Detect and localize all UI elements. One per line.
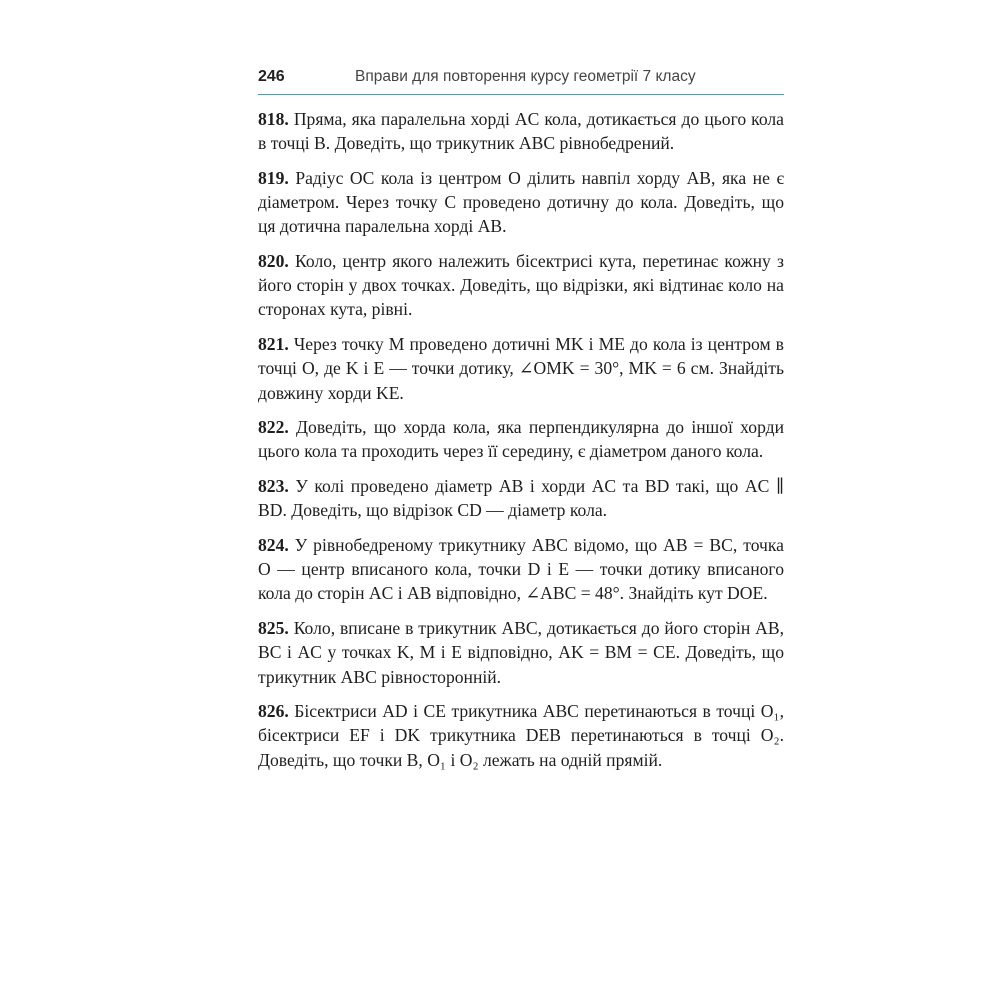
exercise-number: 824. — [258, 535, 289, 556]
exercise-818 — [258, 107, 784, 155]
exercise-819 — [258, 166, 784, 239]
exercise-number: 823. — [258, 476, 289, 497]
exercise-820 — [258, 249, 784, 322]
exercise-text: Коло, центр якого належить бісектрисі кута, перетинає кожну з його сторін у двох точках. Доведіть, що відрізки, які відтинає коло на сторонах кута, рівні. — [258, 251, 784, 320]
exercise-text: У колі проведено діаметр AB і хорди AC та BD такі, що AC ∥ BD. Доведіть, що відрізок CD — діаметр кола. — [258, 476, 784, 521]
exercise-821 — [258, 332, 784, 405]
exercise-list — [258, 107, 784, 772]
exercise-number: 821. — [258, 334, 289, 355]
textbook-page — [258, 58, 784, 782]
exercise-number: 819. — [258, 167, 289, 188]
exercise-text: Доведіть, що хорда кола, яка перпендикулярна до іншої хорди цього кола та проходить через її середину, є діаметром даного кола. — [258, 417, 784, 462]
exercise-825 — [258, 616, 784, 689]
exercise-text: Бісектриси AD і CE трикутника ABC перетинаються в точці O₁, бісектриси EF і DK трикутника DEB перетинаються в точці O₂. Доведіть, що точки B, O₁ і O₂ лежать на одній прямій. — [258, 701, 784, 770]
exercise-822 — [258, 415, 784, 463]
page-header — [258, 58, 784, 95]
exercise-number: 822. — [258, 417, 289, 438]
exercise-text: Через точку M проведено дотичні MK і ME до кола із центром в точці O, де K і E — точки дотику, ∠OMK = 30°, MK = 6 см. Знайдіть довжину хорди KE. — [258, 334, 784, 403]
exercise-text: Пряма, яка паралельна хорді AC кола, дотикається до цього кола в точці B. Доведіть, що трикутник ABC рівнобедрений. — [258, 109, 784, 154]
exercise-number: 825. — [258, 618, 289, 639]
exercise-text: Коло, вписане в трикутник ABC, дотикається до його сторін AB, BC і AC у точках K, M і E відповідно, AK = BM = CE. Доведіть, що трикутник ABC рівносторонній. — [258, 618, 784, 687]
exercise-number: 820. — [258, 251, 289, 272]
exercise-number: 826. — [258, 701, 289, 722]
exercise-text: Радіус OC кола із центром O ділить навпіл хорду AB, яка не є діаметром. Через точку C проведено дотичну до кола. Доведіть, що ця дотична паралельна хорді AB. — [258, 167, 784, 237]
exercise-number: 818. — [258, 109, 289, 129]
exercise-823 — [258, 474, 784, 522]
running-title: Вправи для повторення курсу геометрії 7 класу — [355, 68, 696, 85]
exercise-826 — [258, 699, 784, 772]
exercise-824 — [258, 533, 784, 606]
exercise-text: У рівнобедреному трикутнику ABC відомо, що AB = BC, точка O — центр вписаного кола, точки D і E — точки дотику вписаного кола до сторін AC і AB відповідно, ∠ABC = 48°. Знайдіть кут DOE. — [258, 535, 784, 604]
page-number: 246 — [258, 68, 285, 85]
